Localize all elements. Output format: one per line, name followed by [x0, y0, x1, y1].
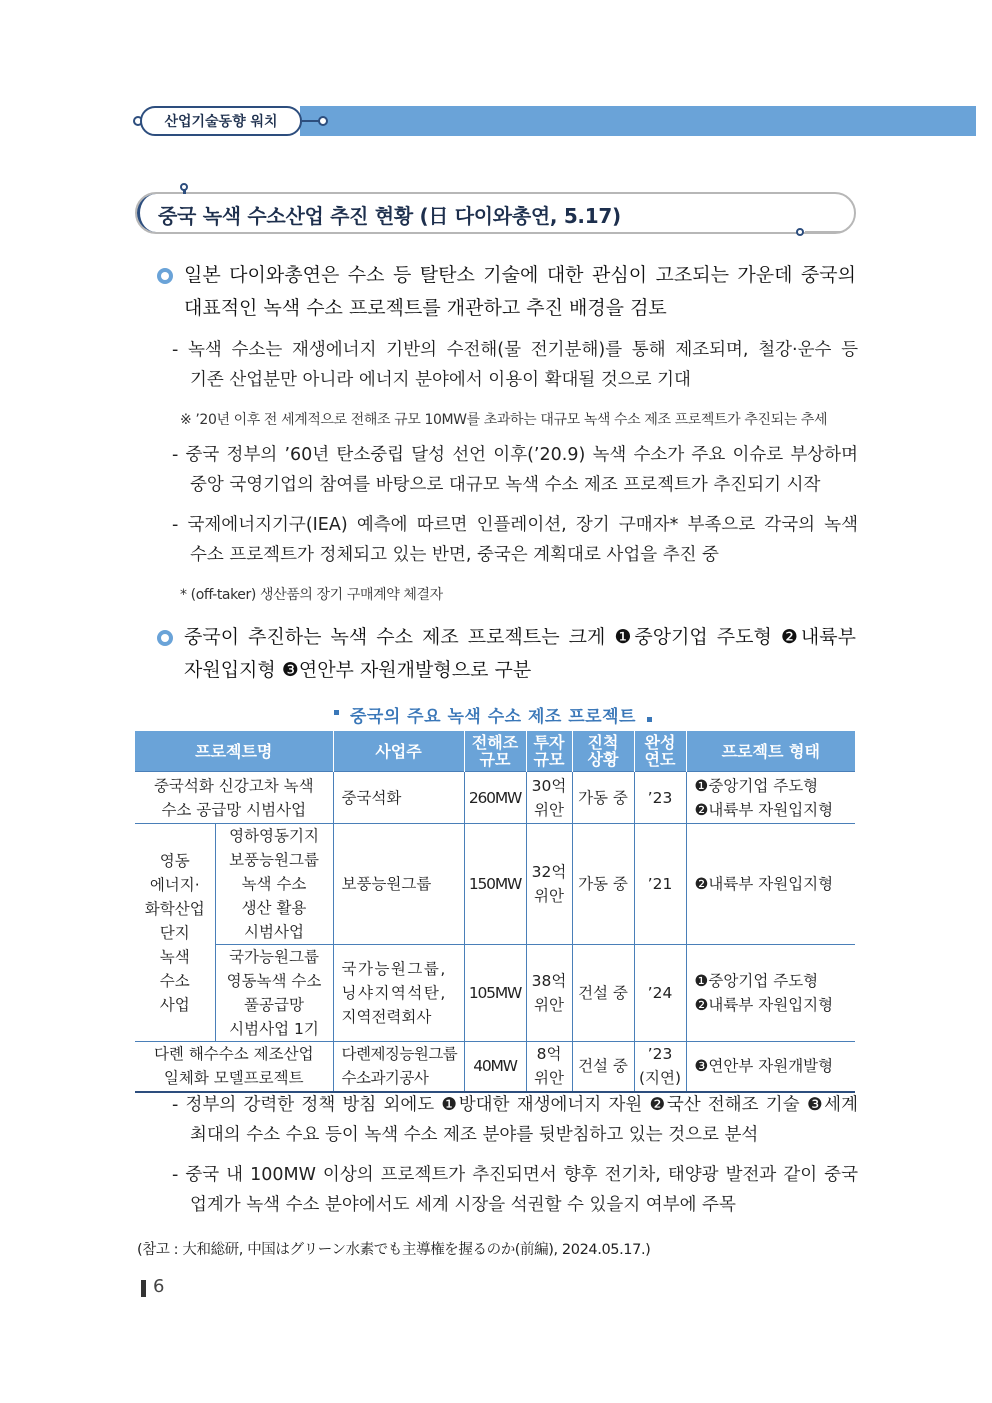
header-scale: 전해조 규모	[464, 731, 526, 772]
cell-invest: 8억 위안	[526, 1042, 572, 1092]
cell-scale: 105MW	[464, 945, 526, 1042]
cell-year: ’24	[634, 945, 686, 1042]
header-label: 산업기술동향 워치	[140, 106, 302, 136]
table-row	[135, 1042, 855, 1092]
table-row	[135, 945, 855, 1042]
bullet2-line1: 중국이 추진하는 녹색 수소 제조 프로젝트는 크게 ❶중앙기업 주도형 ❷내륙부	[184, 626, 856, 648]
cell-type: ❶중앙기업 주도형 ❷내륙부 자원입지형	[686, 945, 855, 1042]
caption-square-icon	[334, 710, 339, 715]
cell-owner: 보풍능원그룹	[333, 824, 464, 945]
cell-progress: 가동 중	[572, 772, 634, 824]
after-dash1-line1: - 정부의 강력한 정책 방침 외에도 ❶방대한 재생에너지 자원 ❷국산 전해조 기술 ❸세계	[172, 1095, 858, 1115]
bullet1-line2: 대표적인 녹색 수소 프로젝트를 개관하고 추진 배경을 검토	[184, 297, 667, 319]
cell-type: ❷내륙부 자원입지형	[686, 824, 855, 945]
bullet1-line1: 일본 다이와총연은 수소 등 탈탄소 기술에 대한 관심이 고조되는 가운데 중국의	[184, 264, 856, 286]
bullet1-dash2-line2: 중앙 국영기업의 참여를 바탕으로 대규모 녹색 수소 제조 프로젝트가 추진되기 시작	[190, 475, 821, 495]
cell-progress: 가동 중	[572, 824, 634, 945]
title-bottom-line	[805, 231, 841, 233]
cell-year: ’21	[634, 824, 686, 945]
header-invest: 투자 규모	[526, 731, 572, 772]
header-owner: 사업주	[333, 731, 464, 772]
cell-progress: 건설 중	[572, 1042, 634, 1092]
after-dash2-line1: - 중국 내 100MW 이상의 프로젝트가 추진되면서 향후 전기차, 태양광 발전과 같이 중국	[172, 1165, 858, 1185]
cell-year: ’23	[634, 772, 686, 824]
cell-invest: 32억 위안	[526, 824, 572, 945]
cell-name: 다롄 해수수소 제조산업 일체화 모델프로젝트	[135, 1042, 333, 1092]
header-right-dot-icon	[318, 116, 328, 126]
cell-name: 국가능원그룹 영동녹색 수소 풀공급망 시범사업 1기	[215, 945, 333, 1042]
cell-scale: 260MW	[464, 772, 526, 824]
header-name: 프로젝트명	[135, 731, 333, 772]
cell-type: ❸연안부 자원개발형	[686, 1042, 855, 1092]
table-row	[135, 824, 855, 945]
bullet-circle-icon	[157, 630, 173, 646]
caption-square-icon	[647, 717, 652, 722]
table-header-row	[135, 731, 855, 772]
cell-name: 중국석화 신강고차 녹색 수소 공급망 시범사업	[135, 772, 333, 824]
projects-table	[135, 731, 855, 1093]
header-year: 완성 연도	[634, 731, 686, 772]
cell-owner: 중국석화	[333, 772, 464, 824]
cell-type: ❶중앙기업 주도형 ❷내륙부 자원입지형	[686, 772, 855, 824]
cell-year: ’23 (지연)	[634, 1042, 686, 1092]
title-top-dot-icon	[180, 183, 188, 191]
cell-scale: 150MW	[464, 824, 526, 945]
cell-owner: 다롄제징능원그룹 수소과기공사	[333, 1042, 464, 1092]
table-caption: 중국의 주요 녹색 수소 제조 프로젝트	[350, 707, 636, 727]
table-row	[135, 772, 855, 824]
bullet1-note2: * (off-taker) 생산품의 장기 구매계약 체결자	[180, 587, 443, 603]
page-number-bar	[141, 1280, 146, 1297]
cell-group: 영동 에너지· 화학산업 단지 녹색 수소 사업	[135, 824, 215, 1042]
cell-progress: 건설 중	[572, 945, 634, 1042]
after-dash1-line2: 최대의 수소 수요 등이 녹색 수소 제조 분야를 뒷받침하고 있는 것으로 분석	[190, 1125, 759, 1145]
header-progress: 진척 상황	[572, 731, 634, 772]
after-dash2-line2: 업계가 녹색 수소 분야에서도 세계 시장을 석권할 수 있을지 여부에 주목	[190, 1195, 736, 1215]
bullet1-note1: ※ ’20년 이후 전 세계적으로 전해조 규모 10MW를 초과하는 대규모 녹색 수소 제조 프로젝트가 추진되는 추세	[180, 412, 828, 428]
cell-owner: 국가능원그룹, 닝샤지역석탄, 지역전력회사	[333, 945, 464, 1042]
reference: (참고 : 大和総研, 中国はグリーン水素でも主導権を握るのか(前編), 2024.05.17.)	[137, 1242, 651, 1258]
bullet1-dash1-line1: - 녹색 수소는 재생에너지 기반의 수전해(물 전기분해)를 통해 제조되며, 철강·운수 등	[172, 340, 858, 360]
bullet1-dash2-line1: - 중국 정부의 ’60년 탄소중립 달성 선언 이후(’20.9) 녹색 수소가 주요 이슈로 부상하며	[172, 445, 858, 465]
cell-invest: 38억 위안	[526, 945, 572, 1042]
bullet-circle-icon	[157, 268, 173, 284]
page-number: 6	[153, 1276, 165, 1297]
header-band	[300, 106, 976, 136]
cell-invest: 30억 위안	[526, 772, 572, 824]
bullet1-dash1-line2: 기존 산업분만 아니라 에너지 분야에서 이용이 확대될 것으로 기대	[190, 370, 691, 390]
bullet1-dash3-line2: 수소 프로젝트가 정체되고 있는 반면, 중국은 계획대로 사업을 추진 중	[190, 545, 719, 565]
cell-scale: 40MW	[464, 1042, 526, 1092]
cell-name: 영하영동기지 보풍능원그룹 녹색 수소 생산 활용 시범사업	[215, 824, 333, 945]
header-type: 프로젝트 형태	[686, 731, 855, 772]
bullet1-dash3-line1: - 국제에너지기구(IEA) 예측에 따르면 인플레이션, 장기 구매자* 부족으로 각국의 녹색	[172, 515, 858, 535]
title-bottom-dot-icon	[796, 228, 804, 236]
section-title: 중국 녹색 수소산업 추진 현황 (日 다이와총연, 5.17)	[158, 204, 621, 228]
bullet2-line2: 자원입지형 ❸연안부 자원개발형으로 구분	[184, 659, 532, 681]
